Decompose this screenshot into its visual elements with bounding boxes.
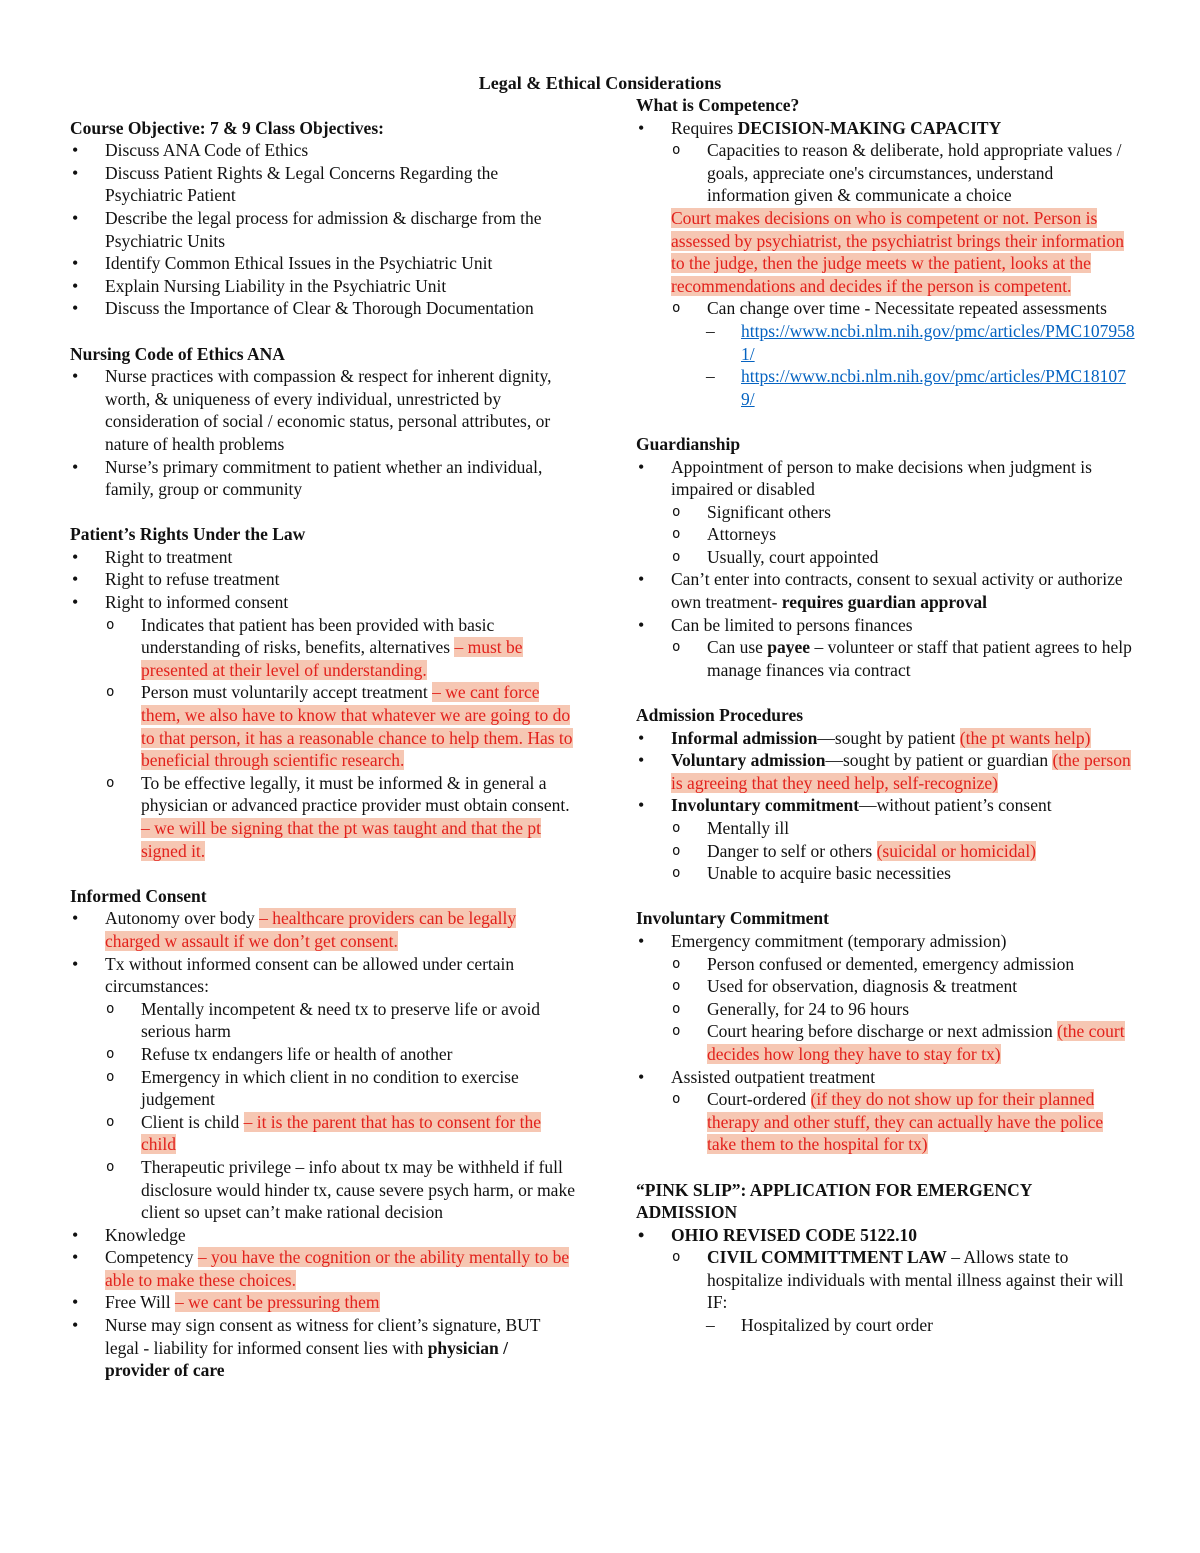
item-text: —without patient’s consent [859,795,1052,816]
list-item: o Emergency in which client in no condition to exercise judgement [70,1066,575,1111]
item-text: Court hearing before discharge or next admission [707,1021,1058,1042]
list-item [70,907,575,952]
item-text: – Allows state to hospitalize individuals with mental illness against their will IF: [707,1247,1124,1313]
annotation-note: (the court decides how long they have to stay for tx) [707,1021,1125,1064]
bold-text: CIVIL COMMITTMENT LAW [707,1247,947,1268]
annotation-note: – we cant be pressuring them [174,1292,380,1313]
bold-text: Voluntary admission [671,750,826,771]
annotation-note: (suicidal or homicidal) [876,840,1037,861]
list-item: • Right to refuse treatment [70,568,575,591]
item-text: Autonomy over body [105,908,260,929]
annotation-note: – you have the cognition or the ability mentally to be able to make these choices. [105,1247,570,1290]
list-item: • Assisted outpatient treatment [636,1066,1136,1089]
bold-text: requires guardian approval [781,592,987,613]
annotation-note: Court makes decisions on who is competent or not. Person is assessed by psychiatrist, the psychiatrist brings their information to the judge, then the judge meets w the patient, looks at the recommendations and decides if the person is competent. [671,207,1124,296]
involuntary-heading: Involuntary Commitment [636,908,829,929]
list-item: o Significant others [636,501,1136,524]
list-item [70,1111,575,1156]
annotation-note: – we will be signing that the pt was taught and that the pt signed it. [141,818,541,861]
list-item: o Can change over time - Necessitate repeated assessments [636,297,1136,320]
list-item: • Appointment of person to make decisions when judgment is impaired or disabled [636,456,1136,501]
list-item: • Explain Nursing Liability in the Psychiatric Unit [70,275,575,298]
admission-heading: Admission Procedures [636,705,804,726]
list-item: • Discuss Patient Rights & Legal Concerns Regarding the Psychiatric Patient [70,162,575,207]
list-item [636,1088,1136,1156]
list-item [636,117,1136,140]
item-text: Competency [105,1247,198,1268]
list-item: o Unable to acquire basic necessities [636,862,1136,885]
list-item: • Discuss the Importance of Clear & Thorough Documentation [70,297,575,320]
rights-list [70,546,575,862]
item-text: – volunteer or staff that patient agrees to help manage finances via contract [707,637,1132,680]
list-item: • Discuss ANA Code of Ethics [70,139,575,162]
list-item [636,139,1136,297]
list-item: • Nurse practices with compassion & respect for inherent dignity, worth, & uniqueness of every individual, unrestricted by consideration of social / economic status, personal attributes, or nature of health problems [70,365,575,455]
item-text: Person must voluntarily accept treatment [141,682,433,703]
list-item: • Right to treatment [70,546,575,569]
list-item [636,727,1136,750]
competence-list [636,117,1136,411]
item-text: Capacities to reason & deliberate, hold appropriate values / goals, appreciate one's circumstances, understand information given & communicate a choice [707,140,1122,206]
list-item: o Generally, for 24 to 96 hours [636,998,1136,1021]
annotation-note: – it is the parent that has to consent for the child [141,1111,542,1155]
document-title: Legal & Ethical Considerations [478,73,722,93]
list-item [70,1314,575,1382]
ethics-heading: Nursing Code of Ethics ANA [70,343,285,364]
list-item [636,1246,1136,1314]
course-objectives-heading: Course Objective: 7 & 9 Class Objectives: [70,117,384,138]
list-item [636,568,1136,613]
item-text: Danger to self or others [707,840,877,861]
list-item: – Hospitalized by court order [636,1314,1136,1337]
item-text: Can’t enter into contracts, consent to sexual activity or authorize own treatment- [671,569,1123,613]
list-item: o Therapeutic privilege – info about tx may be withheld if full disclosure would hinder tx, cause severe psych harm, or make client so upset can’t make rational decision [70,1156,575,1224]
item-text: Indicates that patient has been provided with basic understanding of risks, benefits, alternatives [141,614,495,658]
bold-text: physician / provider of care [105,1337,508,1381]
annotation-note: (if they do not show up for their planned therapy and other stuff, they can actually have the police take them to the hospital for tx) [707,1089,1104,1155]
list-item [70,1291,575,1314]
list-item [636,365,1136,410]
bold-text: Involuntary commitment [671,795,860,816]
list-item [636,794,1136,817]
list-item: • Tx without informed consent can be allowed under certain circumstances: [70,953,575,998]
consent-heading: Informed Consent [70,885,207,906]
list-item [70,1246,575,1291]
list-item [70,614,575,682]
annotation-note: – we cant force them, we also have to know that whatever we are going to do to that person, it has a reasonable chance to help them. Has to beneficial through scientific research. [141,682,573,771]
list-item: • Identify Common Ethical Issues in the Psychiatric Unit [70,252,575,275]
list-item [636,1020,1136,1065]
list-item [70,772,575,862]
bold-text: DECISION-MAKING CAPACITY [737,117,1002,138]
item-text: Nurse may sign consent as witness for client’s signature, BUT legal - liability for informed consent lies with [105,1315,541,1358]
list-item: o Mentally incompetent & need tx to preserve life or avoid serious harm [70,998,575,1043]
list-item [70,681,575,771]
item-text: —sought by patient [817,727,960,748]
ethics-list [70,365,575,501]
reference-link[interactable]: https://www.ncbi.nlm.nih.gov/pmc/articles/PMC181079/ [741,366,1126,409]
list-item: • Right to informed consent [70,591,575,614]
list-item: o Refuse tx endangers life or health of another [70,1043,575,1066]
item-text: Court-ordered [707,1089,811,1110]
list-item: o Person confused or demented, emergency admission [636,953,1136,976]
list-item: • Describe the legal process for admission & discharge from the Psychiatric Units [70,207,575,252]
list-item: • Can be limited to persons finances [636,614,1136,637]
admission-list [636,727,1136,885]
item-text: —sought by patient or guardian [825,750,1053,771]
list-item: • Emergency commitment (temporary admission) [636,930,1136,953]
bold-text: Informal admission [671,727,818,748]
list-item: • Nurse’s primary commitment to patient whether an individual, family, group or community [70,456,575,501]
list-item: o Used for observation, diagnosis & treatment [636,975,1136,998]
right-column [636,94,1136,1337]
left-column [70,94,575,1382]
list-item [636,320,1136,365]
consent-list [70,907,575,1381]
item-text: Can use [707,637,768,658]
bold-text: payee [767,637,811,658]
list-item: o Mentally ill [636,817,1136,840]
list-item [636,636,1136,681]
involuntary-list [636,930,1136,1156]
annotation-note: – healthcare providers can be legally charged w assault if we don’t get consent. [105,908,517,951]
list-item: • Knowledge [70,1224,575,1247]
list-item: • OHIO REVISED CODE 5122.10 [636,1224,1136,1247]
guardianship-heading: Guardianship [636,433,741,454]
list-item [636,749,1136,794]
item-text: Client is child [141,1111,244,1132]
list-item [636,840,1136,863]
list-item: o Usually, court appointed [636,546,1136,569]
list-item: o Attorneys [636,523,1136,546]
competence-heading: What is Competence? [636,95,800,115]
guardianship-list [636,456,1136,682]
rights-heading: Patient’s Rights Under the Law [70,524,306,545]
pink-slip-heading: “PINK SLIP”: APPLICATION FOR EMERGENCY ADMISSION [636,1179,1032,1223]
annotation-note: (the person is agreeing that they need help, self-recognize) [671,750,1131,793]
reference-link[interactable]: https://www.ncbi.nlm.nih.gov/pmc/articles/PMC1079581/ [741,320,1135,364]
annotation-note: (the pt wants help) [959,727,1091,748]
course-objectives-list [70,139,575,320]
pink-slip-list [636,1224,1136,1337]
item-text: To be effective legally, it must be informed & in general a physician or advanced practice provider must obtain consent. [141,772,570,816]
annotation-note: – must be presented at their level of understanding. [141,637,523,680]
item-text: Requires [671,117,738,138]
item-text: Free Will [105,1292,175,1313]
